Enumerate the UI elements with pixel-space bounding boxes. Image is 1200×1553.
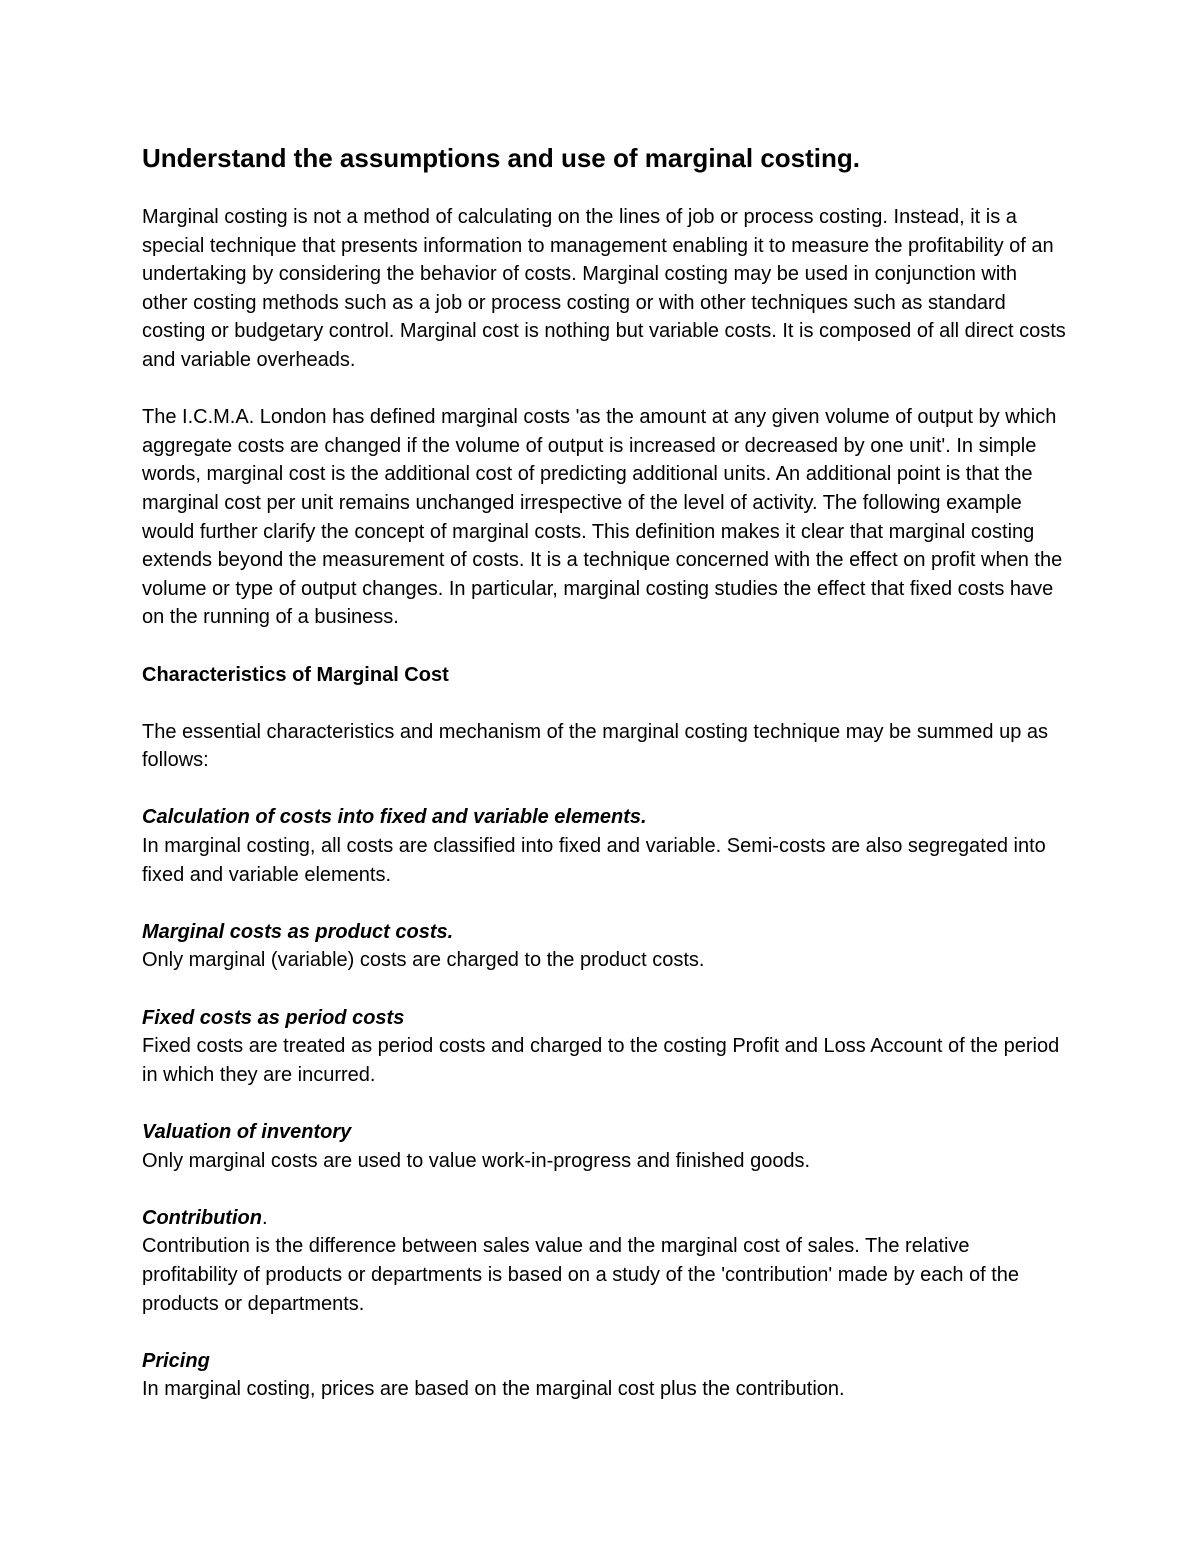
characteristic-text: Contribution is the difference between sales value and the marginal cost of sales. The relative profitability of products or departments is based on a study of the 'contribution' made by each of the products or departments.	[142, 1235, 1020, 1315]
characteristic-text: In marginal costing, prices are based on the marginal cost plus the contribution.	[142, 1378, 845, 1401]
characteristic-heading: Pricing	[142, 1349, 210, 1372]
characteristic-heading: Fixed costs as period costs	[142, 1006, 405, 1029]
characteristic-heading: Marginal costs as product costs.	[142, 920, 454, 943]
characteristic-item	[142, 1004, 1067, 1090]
intro-paragraph-2: The I.C.M.A. London has defined marginal costs 'as the amount at any given volume of output by which aggregate costs are changed if the volume of output is increased or decreased by one unit'. In simple words, marginal cost is the additional cost of predicting additional units. An additional point is that the marginal cost per unit remains unchanged irrespective of the level of activity. The following example would further clarify the concept of marginal costs. This definition makes it clear that marginal costing extends beyond the measurement of costs. It is a technique concerned with the effect on profit when the volume or type of output changes. In particular, marginal costing studies the effect that fixed costs have on the running of a business.	[142, 406, 1063, 629]
characteristic-heading: Contribution.	[142, 1206, 268, 1229]
characteristic-text: Only marginal costs are used to value work-in-progress and finished goods.	[142, 1149, 811, 1172]
intro-paragraph-1: Marginal costing is not a method of calculating on the lines of job or process costing. Instead, it is a special technique that presents information to management enabling it to measure the profitability of an undertaking by considering the behavior of costs. Marginal costing may be used in conjunction with other costing methods such as a job or process costing or with other techniques such as standard costing or budgetary control. Marginal cost is nothing but variable costs. It is composed of all direct costs and variable overheads.	[142, 206, 1066, 371]
characteristic-item	[142, 1347, 1067, 1404]
characteristic-text: Fixed costs are treated as period costs and charged to the costing Profit and Loss Account of the period in which they are incurred.	[142, 1035, 1060, 1086]
characteristic-text: In marginal costing, all costs are classified into fixed and variable. Semi-costs are also segregated into fixed and variable elements.	[142, 835, 1046, 886]
section-intro: The essential characteristics and mechanism of the marginal costing technique may be summed up as follows:	[142, 720, 1049, 772]
characteristic-text: Only marginal (variable) costs are charged to the product costs.	[142, 949, 705, 972]
document-page	[142, 142, 1067, 1433]
characteristic-item	[142, 1204, 1067, 1318]
characteristic-heading: Valuation of inventory	[142, 1121, 352, 1143]
characteristic-heading: Calculation of costs into fixed and variable elements.	[142, 806, 647, 829]
characteristic-item	[142, 803, 1067, 889]
section-heading: Characteristics of Marginal Cost	[142, 663, 449, 686]
document-title: Understand the assumptions and use of marginal costing.	[142, 143, 860, 173]
characteristic-item	[142, 918, 1067, 975]
characteristic-item	[142, 1118, 1067, 1175]
